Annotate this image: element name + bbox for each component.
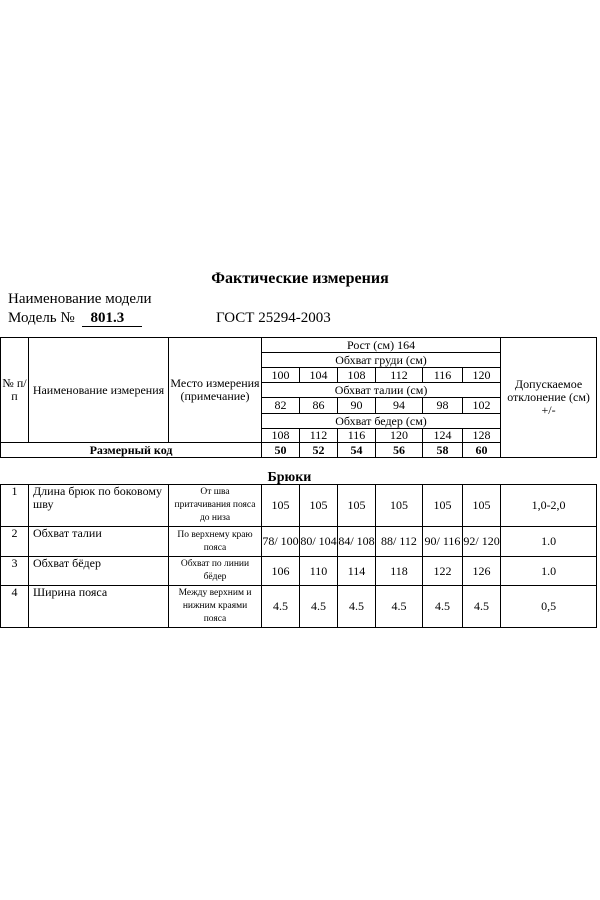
hips-value: 108 [262,429,300,443]
row-name: Ширина пояса [29,586,169,628]
model-label: Модель № [8,310,75,326]
row-value: 114 [338,557,376,586]
row-value: 4.5 [423,586,463,628]
row-number: 4 [1,586,29,628]
model-name-label: Наименование модели [8,291,152,307]
chest-value: 116 [423,368,463,383]
row-value: 126 [463,557,501,586]
sizes-value: 54 [338,443,376,458]
model-line [8,310,331,327]
row-value: 105 [338,485,376,527]
row-value: 4.5 [262,586,300,628]
row-tolerance: 0,5 [501,586,597,628]
chest-value: 100 [262,368,300,383]
row-tolerance: 1.0 [501,527,597,557]
row-tolerance: 1,0-2,0 [501,485,597,527]
row-number: 3 [1,557,29,586]
sizes-value: 50 [262,443,300,458]
col-header-place: Место измерения (примечание) [169,338,262,443]
row-place: От шва притачивания пояса до низа [169,485,262,527]
table-row [1,586,597,628]
sizes-value: 58 [423,443,463,458]
row-value: 122 [423,557,463,586]
row-value: 4.5 [338,586,376,628]
row-value: 106 [262,557,300,586]
page-title: Фактические измерения [211,270,389,287]
row-value: 118 [376,557,423,586]
row-value: 105 [376,485,423,527]
hips-label: Обхват бедер (см) [262,414,501,429]
chest-value: 108 [338,368,376,383]
height-label: Рост (см) 164 [262,338,501,353]
row-value: 4.5 [300,586,338,628]
row-value: 105 [423,485,463,527]
row-number: 2 [1,527,29,557]
row-place: Между верхним и нижним краями пояса [169,586,262,628]
hips-value: 120 [376,429,423,443]
chest-value: 112 [376,368,423,383]
row-place: Обхват по линии бёдер [169,557,262,586]
model-number: 801.3 [82,311,142,327]
row-name: Обхват талии [29,527,169,557]
hips-value: 124 [423,429,463,443]
table-row [1,485,597,527]
col-header-tolerance: Допускаемое отклонение (см) +/- [501,338,597,458]
chest-value: 120 [463,368,501,383]
hips-value: 116 [338,429,376,443]
row-tolerance: 1.0 [501,557,597,586]
row-value: 105 [262,485,300,527]
row-value: 78/ 100 [262,527,300,557]
chest-value: 104 [300,368,338,383]
waist-label: Обхват талии (см) [262,383,501,398]
hips-value: 112 [300,429,338,443]
row-value: 90/ 116 [423,527,463,557]
section-title: Брюки [262,458,597,485]
waist-value: 98 [423,398,463,414]
col-header-name: Наименование измерения [29,338,169,443]
measurements-table [0,337,597,628]
row-value: 84/ 108 [338,527,376,557]
sizes-value: 52 [300,443,338,458]
waist-value: 86 [300,398,338,414]
row-value: 88/ 112 [376,527,423,557]
row-place: По верхнему краю пояса [169,527,262,557]
row-value: 92/ 120 [463,527,501,557]
hips-value: 128 [463,429,501,443]
size-code-label: Размерный код [1,443,262,458]
sizes-value: 60 [463,443,501,458]
row-name: Обхват бёдер [29,557,169,586]
row-value: 110 [300,557,338,586]
col-header-number: № п/ п [1,338,29,443]
sizes-value: 56 [376,443,423,458]
row-number: 1 [1,485,29,527]
row-value: 4.5 [463,586,501,628]
row-value: 105 [463,485,501,527]
row-value: 4.5 [376,586,423,628]
row-value: 80/ 104 [300,527,338,557]
waist-value: 90 [338,398,376,414]
waist-value: 94 [376,398,423,414]
row-value: 105 [300,485,338,527]
waist-value: 82 [262,398,300,414]
table-row [1,557,597,586]
gost-standard: ГОСТ 25294-2003 [215,310,331,326]
waist-value: 102 [463,398,501,414]
row-name: Длина брюк по боковому шву [29,485,169,527]
table-row [1,527,597,557]
chest-label: Обхват груди (см) [262,353,501,368]
